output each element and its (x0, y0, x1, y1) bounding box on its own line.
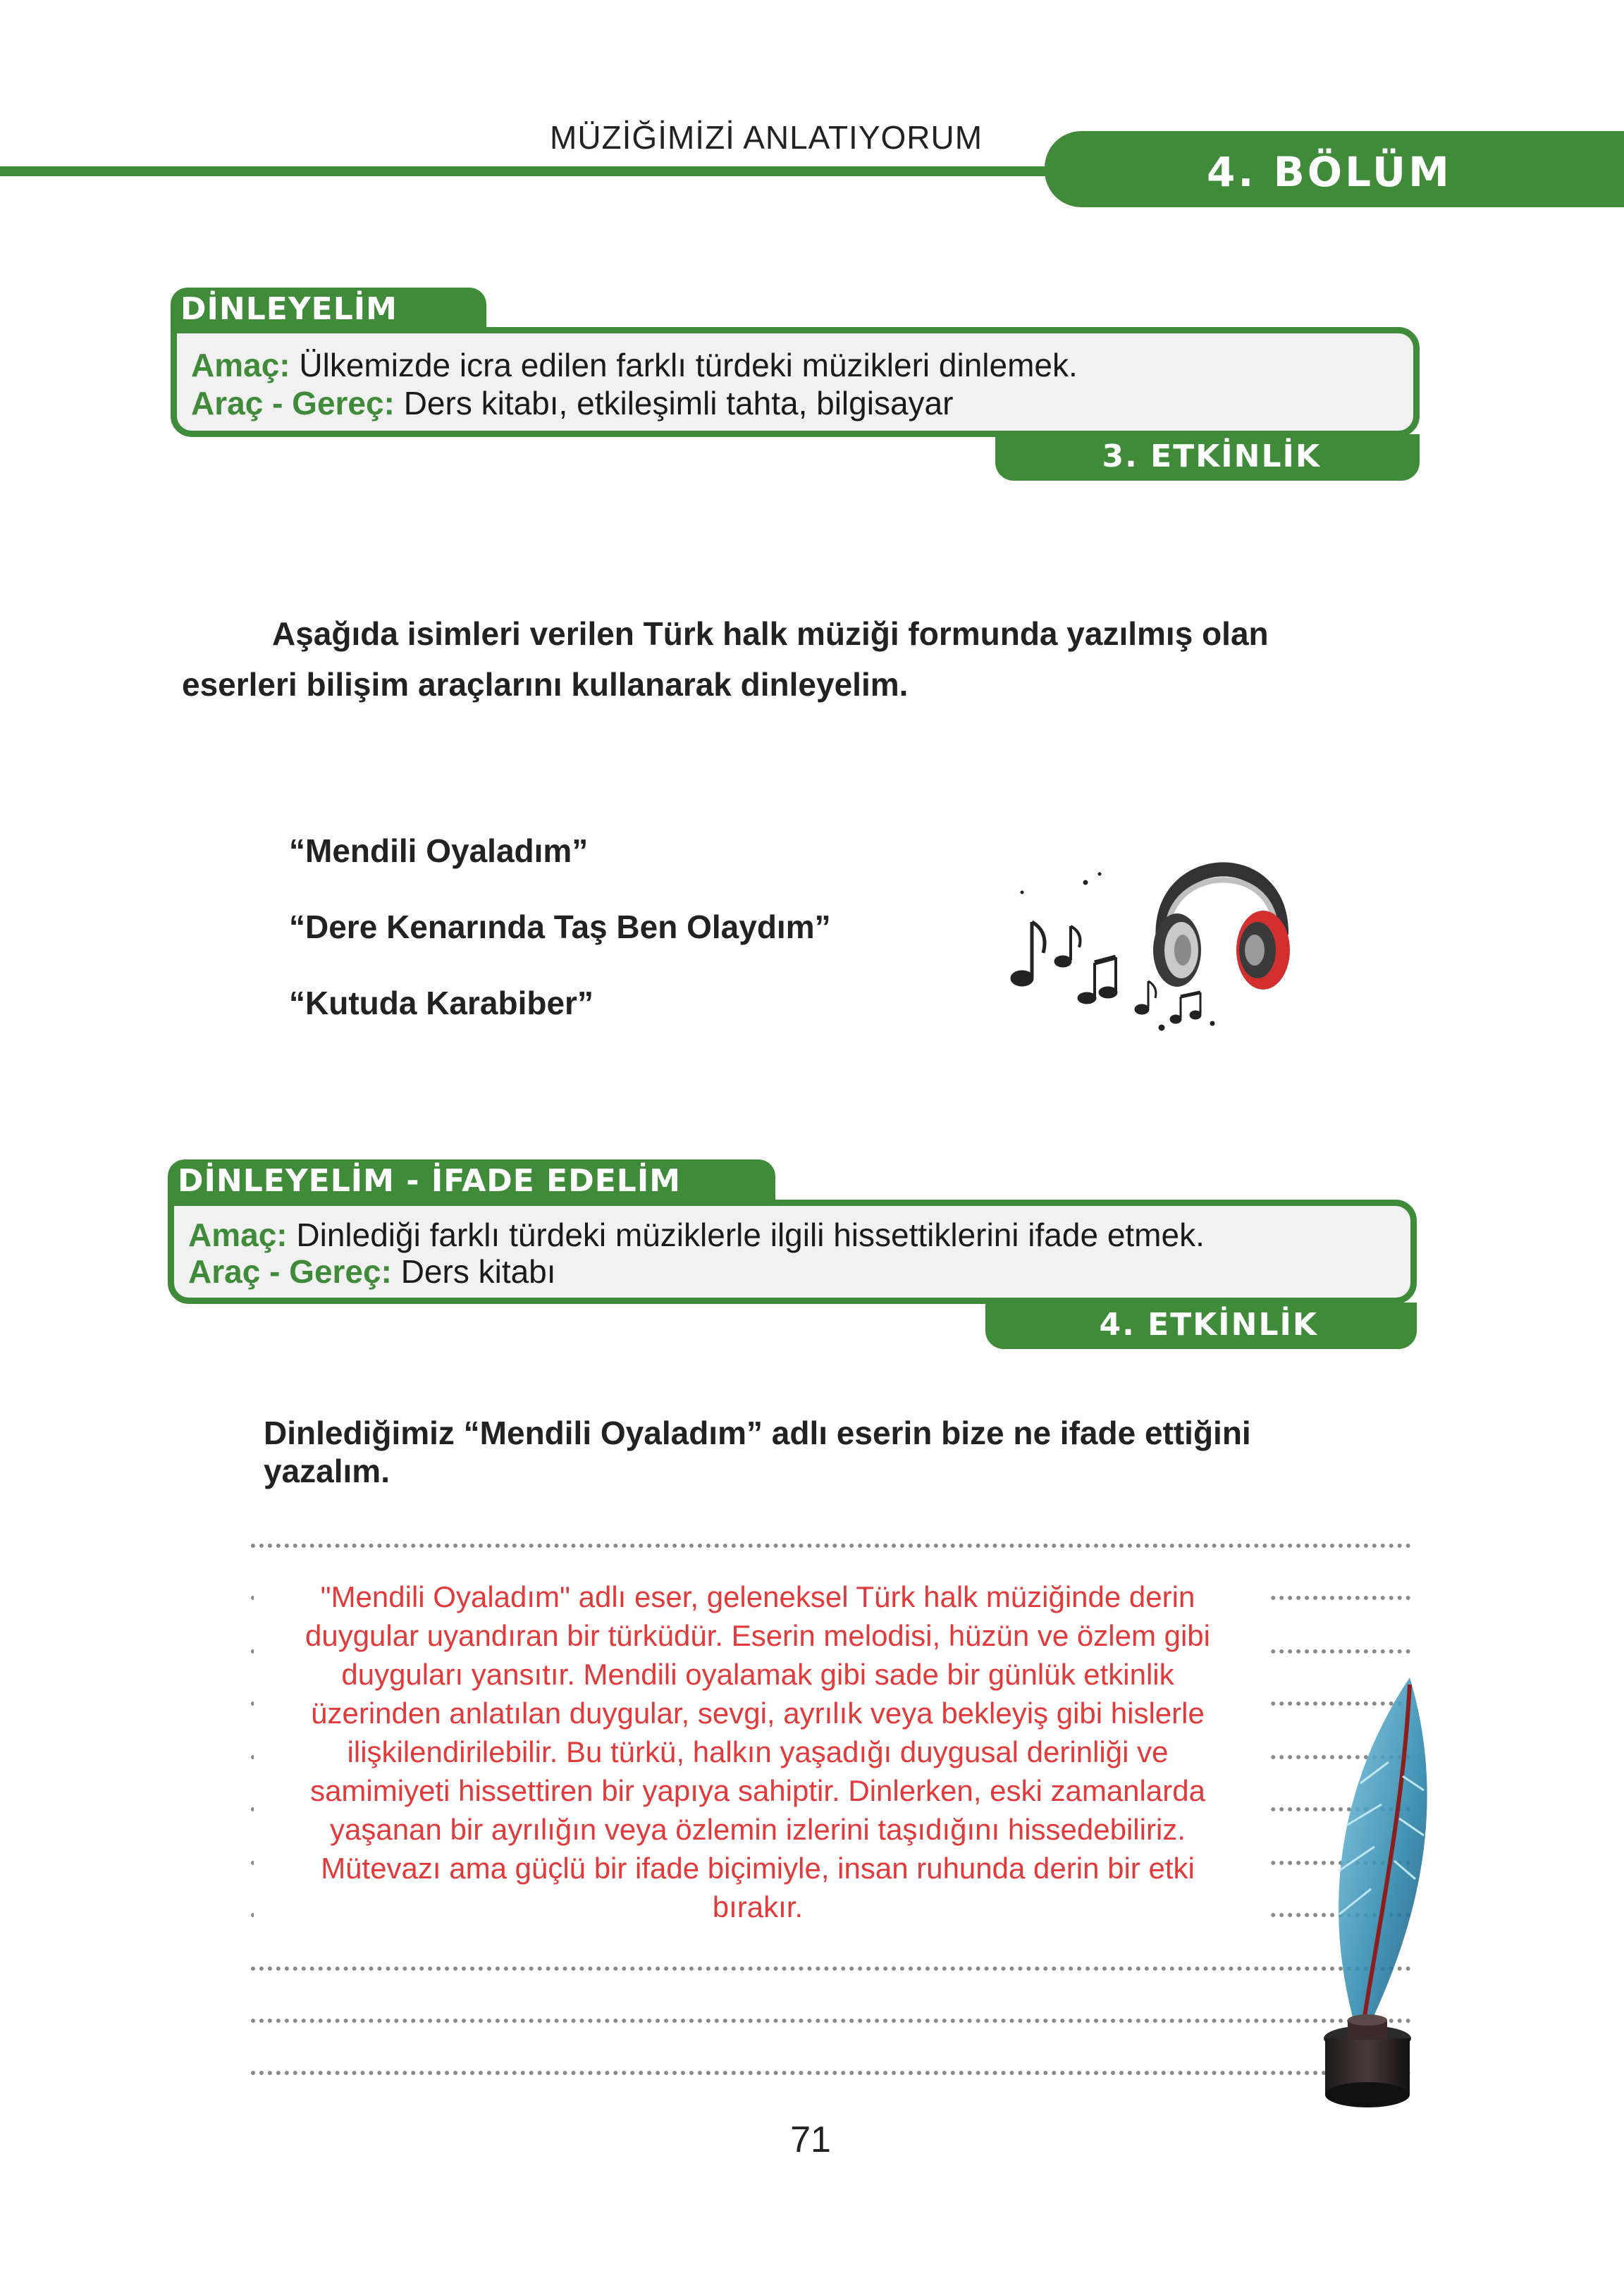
answer-line: Mütevazı ama güçlü bir ifade biçimiyle, insan ruhunda derin bir etki (321, 1852, 1195, 1885)
tools-line (191, 384, 953, 422)
headphones-icon (1153, 869, 1290, 990)
chapter-label: 4. BÖLÜM (1207, 148, 1452, 196)
tools-text: Ders kitabı, etkileşimli tahta, bilgisayar (394, 385, 954, 421)
writing-line (251, 1966, 1411, 1971)
purpose-line (188, 1216, 1205, 1254)
activity-box (171, 327, 1420, 437)
music-notes-icon (1001, 843, 1304, 1033)
tools-label: Araç - Gereç: (188, 1253, 392, 1290)
purpose-label: Amaç: (188, 1217, 288, 1253)
writing-line (251, 2071, 1411, 2075)
question-line-2: yazalım. (264, 1453, 390, 1489)
answer-line: yaşanan bir ayrılığın veya özlemin izlerini taşıdığını hissedebiliriz. (330, 1813, 1186, 1846)
answer-line: duygular uyandıran bir türküdür. Eserin melodisi, hüzün ve özlem gibi (304, 1619, 1210, 1652)
section-title: MÜZİĞİMİZİ ANLATIYORUM (550, 119, 983, 156)
song-title: “Mendili Oyaladım” (289, 832, 589, 869)
answer-line: duyguları yansıtır. Mendili oyalamak gibi sade bir günlük etkinlik (341, 1658, 1174, 1691)
purpose-label: Amaç: (191, 347, 290, 383)
activity-box (168, 1200, 1417, 1304)
activity-number: 4. ETKİNLİK (985, 1303, 1417, 1349)
song-title: “Kutuda Karabiber” (289, 985, 593, 1021)
purpose-text: Ülkemizde icra edilen farklı türdeki müzikleri dinlemek. (290, 347, 1078, 383)
answer-text (254, 1577, 1262, 1926)
song-title: “Dere Kenarında Taş Ben Olaydım” (289, 909, 831, 945)
tools-label: Araç - Gereç: (191, 385, 395, 421)
tools-line (188, 1252, 556, 1291)
answer-line: üzerinden anlatılan duygular, sevgi, ayrılık veya bekleyiş gibi hislerle (311, 1697, 1205, 1730)
purpose-line (191, 346, 1078, 384)
answer-line: samimiyeti hissettiren bir yapıya sahiptir. Dinlerken, eski zamanlarda (310, 1774, 1205, 1807)
answer-line: ilişkilendirilebilir. Bu türkü, halkın yaşadığı duygusal derinliği ve (347, 1735, 1169, 1768)
tools-text: Ders kitabı (391, 1253, 556, 1290)
page-number: 71 (790, 2119, 831, 2160)
activity-tab: DİNLEYELİM (171, 288, 486, 336)
writing-line (251, 1544, 1411, 1548)
instruction-line-2: eserleri bilişim araçlarını kullanarak dinleyelim. (182, 666, 909, 703)
answer-line: bırakır. (712, 1890, 804, 1923)
question-line-1: Dinlediğimiz “Mendili Oyaladım” adlı eserin bize ne ifade ettiğini (264, 1415, 1251, 1451)
activity-number: 3. ETKİNLİK (995, 434, 1420, 481)
instruction-line-1: Aşağıda isimleri verilen Türk halk müziği formunda yazılmış olan (272, 615, 1269, 652)
quill-inkwell-icon (1269, 1678, 1537, 2114)
purpose-text: Dinlediği farklı türdeki müziklerle ilgili hissettiklerini ifade etmek. (287, 1217, 1205, 1253)
answer-line: "Mendili Oyaladım" adlı eser, geleneksel Türk halk müziğinde derin (320, 1580, 1195, 1613)
writing-line (251, 2019, 1411, 2023)
activity-tab: DİNLEYELİM - İFADE EDELİM (168, 1159, 775, 1207)
header-rule (0, 166, 1057, 176)
